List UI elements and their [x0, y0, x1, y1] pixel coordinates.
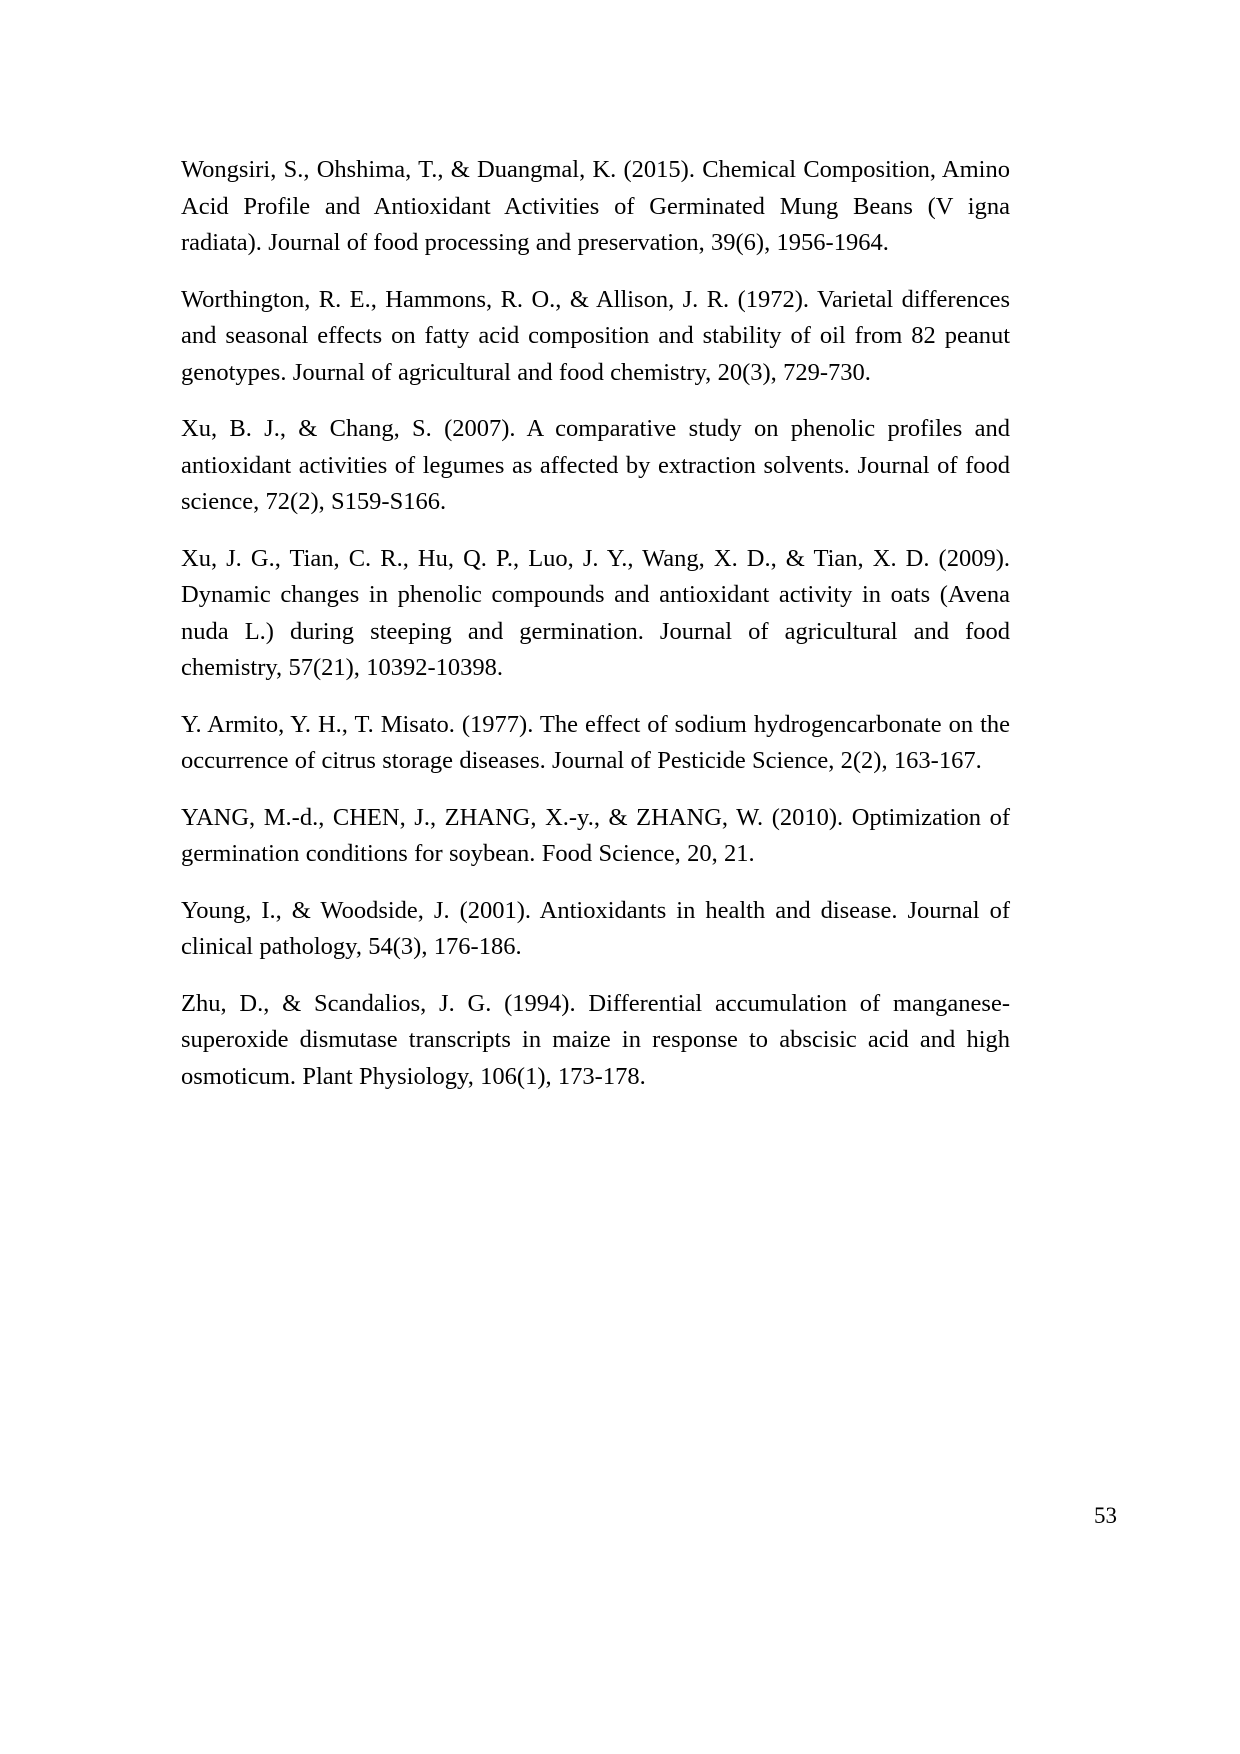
page-number: 53: [1094, 1503, 1117, 1528]
reference-entry: Worthington, R. E., Hammons, R. O., & Allison, J. R. (1972). Varietal differences and seasonal effects on fatty acid composition and stability of oil from 82 peanut genotypes. Journal of agricultural and food chemistry, 20(3), 729-730.: [181, 285, 1010, 386]
reference-entry: Zhu, D., & Scandalios, J. G. (1994). Differential accumulation of manganese-superoxide dismutase transcripts in maize in response to abscisic acid and high osmoticum. Plant Physiology, 106(1), 173-178.: [181, 989, 1010, 1090]
reference-entry: YANG, M.-d., CHEN, J., ZHANG, X.-y., & ZHANG, W. (2010). Optimization of germination conditions for soybean. Food Science, 20, 21.: [181, 803, 1010, 867]
references-list: [181, 152, 1010, 1095]
reference-entry: Y. Armito, Y. H., T. Misato. (1977). The effect of sodium hydrogencarbonate on the occurrence of citrus storage diseases. Journal of Pesticide Science, 2(2), 163-167.: [181, 710, 1010, 774]
reference-entry: Wongsiri, S., Ohshima, T., & Duangmal, K. (2015). Chemical Composition, Amino Acid Profile and Antioxidant Activities of Germinated Mung Beans (V igna radiata). Journal of food processing and preservation, 39(6), 1956-1964.: [181, 156, 1010, 256]
reference-entry: Young, I., & Woodside, J. (2001). Antioxidants in health and disease. Journal of clinical pathology, 54(3), 176-186.: [181, 896, 1010, 960]
reference-entry: Xu, B. J., & Chang, S. (2007). A comparative study on phenolic profiles and antioxidant activities of legumes as affected by extraction solvents. Journal of food science, 72(2), S159-S166.: [181, 415, 1010, 515]
reference-entry: Xu, J. G., Tian, C. R., Hu, Q. P., Luo, J. Y., Wang, X. D., & Tian, X. D. (2009). Dynamic changes in phenolic compounds and antioxidant activity in oats (Avena nuda L.) during steeping and germination. Journal of agricultural and food chemistry, 57(21), 10392-10398.: [181, 544, 1010, 681]
